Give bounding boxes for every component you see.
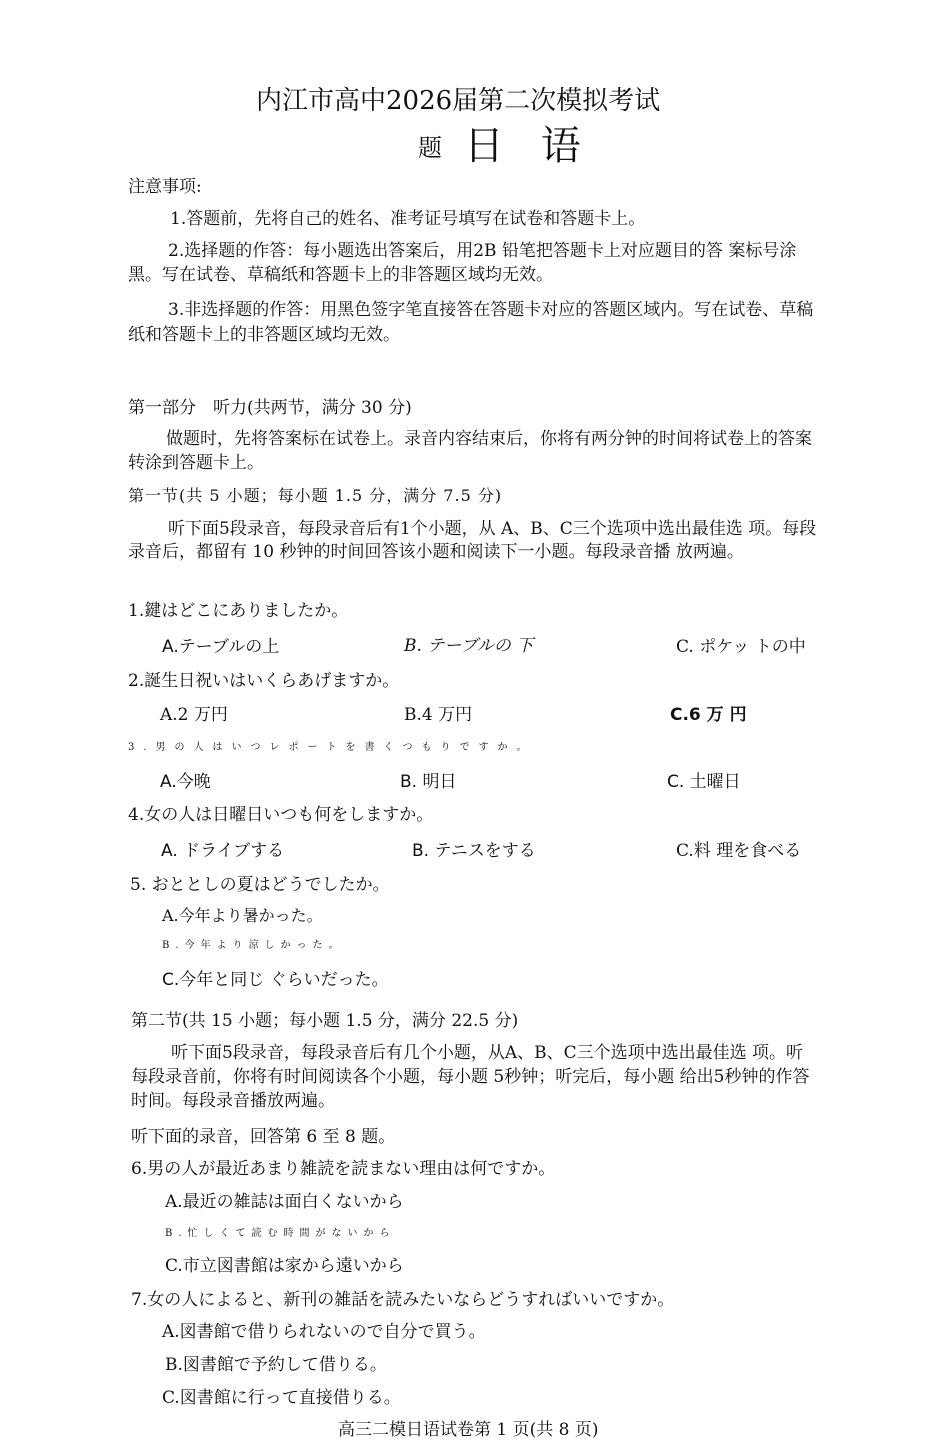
notice-heading: 注意事项: bbox=[128, 177, 202, 197]
q6-option-c: C.市立図書館は家から遠いから bbox=[165, 1256, 404, 1276]
q7-option-b: B.図書館で予約して借りる。 bbox=[165, 1355, 387, 1375]
question-3: 3.男の人はいつレポートを書くつもりですか。 bbox=[128, 742, 536, 753]
question-5: 5. おととしの夏はどうでしたか。 bbox=[130, 875, 390, 895]
q5-option-a: A.今年より暑かった。 bbox=[162, 906, 323, 925]
q2-option-c: C.6 万 円 bbox=[670, 705, 747, 725]
q1-option-a: A.テーブルの上 bbox=[162, 637, 280, 657]
question-2: 2.誕生日祝いはいくらあげますか。 bbox=[128, 671, 400, 691]
q2-option-a: A.2 万円 bbox=[160, 705, 228, 725]
q3-option-b: B. 明日 bbox=[400, 772, 457, 792]
q4-option-b: B. テニスをする bbox=[412, 841, 536, 861]
q5-option-b: B.今年より涼しかった。 bbox=[162, 940, 345, 951]
question-7: 7.女の人によると、新刊の雑話を読みたいならどうすればいいですか。 bbox=[131, 1290, 675, 1310]
notice-item-3: 3.非选择题的作答：用黑色签字笔直接答在答题卡对应的答题区域内。写在试卷、草稿纸和答题卡上的非答题区域均无效。 bbox=[128, 300, 814, 345]
q4-option-c: C.料 理を食べる bbox=[676, 841, 802, 861]
section2-heading: 第二节(共 15 小题；每小题 1.5 分，满分 22.5 分) bbox=[131, 1011, 519, 1031]
section2-intro: 听下面5段录音，每段录音后有几个小题，从A、B、C三个选项中选出最佳选 项。听每段录音前，你将有时间阅读各个小题，每小题 5秒钟；听完后，每小题 给出5秒钟的作答时间。每段录音播放两遍。 bbox=[131, 1043, 810, 1111]
q6-option-a: A.最近の雑誌は面白くないから bbox=[165, 1192, 404, 1212]
q4-option-a: A. ドライブする bbox=[161, 841, 285, 861]
q1-option-b: B. テーブルの 下 bbox=[404, 636, 534, 656]
part1-intro: 做题时，先将答案标在试卷上。录音内容结束后，你将有两分钟的时间将试卷上的答案转涂到答题卡上。 bbox=[128, 429, 812, 473]
subject-title: 日 语 bbox=[464, 123, 583, 169]
question-6: 6.男の人が最近あまり雑読を読まない理由は何ですか。 bbox=[131, 1159, 556, 1179]
question-1: 1.鍵はどこにありましたか。 bbox=[128, 601, 349, 621]
q5-option-c: C.今年と同じ ぐらいだった。 bbox=[162, 970, 389, 990]
part1-heading: 第一部分 听力(共两节，满分 30 分) bbox=[128, 398, 412, 418]
question-4: 4.女の人は日曜日いつも何をしますか。 bbox=[128, 805, 434, 825]
section1-intro: 听下面5段录音，每段录音后有1个小题，从 A、B、C三个选项中选出最佳选 项。每段录音后，都留有 10 秒钟的时间回答该小题和阅读下一小题。每段录音播 放两遍。 bbox=[128, 519, 817, 562]
notice-item-2: 2.选择题的作答：每小题选出答案后，用2B 铅笔把答题卡上对应题目的答 案标号涂黑。写在试卷、草稿纸和答题卡上的非答题区域均无效。 bbox=[128, 241, 797, 285]
q7-option-c: C.図書館に行って直接借りる。 bbox=[162, 1388, 401, 1408]
q3-option-c: C. 土曜日 bbox=[667, 772, 741, 792]
section1-heading: 第一节(共 5 小题；每小题 1.5 分，满分 7.5 分) bbox=[128, 486, 503, 505]
q3-option-a: A.今晚 bbox=[160, 772, 211, 792]
exam-title: 内江市高中2026届第二次模拟考试 bbox=[256, 86, 661, 116]
q2-option-b: B.4 万円 bbox=[404, 705, 473, 725]
notice-item-1: 1.答题前，先将自己的姓名、准考证号填写在试卷和答题卡上。 bbox=[170, 209, 646, 229]
section2-lead: 听下面的录音，回答第 6 至 8 题。 bbox=[131, 1127, 396, 1147]
subtitle-prefix: 题 bbox=[418, 134, 442, 162]
q1-option-c: C. ポケッ トの中 bbox=[676, 637, 806, 657]
page-footer: 高三二模日语试卷第 1 页(共 8 页) bbox=[338, 1420, 599, 1440]
q6-option-b: B.忙しくて読む時間がないから bbox=[165, 1228, 396, 1239]
q7-option-a: A.図書館で借りられないので自分で買う。 bbox=[162, 1322, 486, 1342]
